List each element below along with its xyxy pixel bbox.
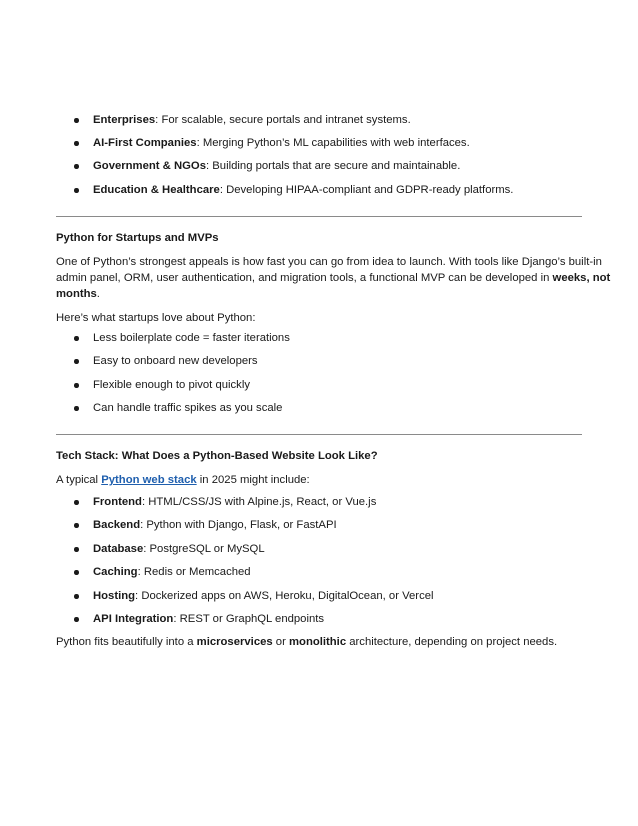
list-item-term: AI-First Companies	[93, 137, 197, 149]
bullet-icon	[74, 594, 79, 599]
list-item-term: Frontend	[93, 496, 142, 508]
closing-paragraph: Python fits beautifully into a microservices or monolithic architecture, depending on project needs.	[56, 636, 558, 648]
list-item-term: Hosting	[93, 590, 136, 602]
paragraph: Here’s what startups love about Python:	[56, 312, 256, 324]
bullet-icon	[74, 188, 79, 193]
list-item-term: Database	[93, 543, 144, 555]
bullet-icon	[74, 359, 79, 364]
list-item-term: Education & Healthcare	[93, 184, 220, 196]
horizontal-divider	[56, 216, 582, 217]
paragraph-line: months.	[56, 288, 100, 300]
bullet-icon	[74, 164, 79, 169]
bullet-icon	[74, 406, 79, 411]
list-item-desc: : Dockerized apps on AWS, Heroku, DigitalOcean, or Vercel	[135, 590, 434, 602]
bullet-icon	[74, 547, 79, 552]
paragraph: A typical Python web stack in 2025 might include:	[56, 474, 310, 486]
list-item-term: Caching	[93, 566, 138, 578]
bullet-icon	[74, 336, 79, 341]
bullet-icon	[74, 617, 79, 622]
list-item-term: Government & NGOs	[93, 160, 206, 172]
list-item-desc: : PostgreSQL or MySQL	[143, 543, 265, 555]
bullet-icon	[74, 570, 79, 575]
bullet-icon	[74, 500, 79, 505]
bullet-icon	[74, 523, 79, 528]
emphasis: monolithic	[289, 636, 347, 648]
list-item-desc: : REST or GraphQL endpoints	[173, 613, 325, 625]
paragraph-line: admin panel, ORM, user authentication, and migration tools, a functional MVP can be developed in weeks, not	[56, 272, 611, 284]
horizontal-divider	[56, 434, 582, 435]
list-item-desc: : Redis or Memcached	[137, 566, 251, 578]
emphasis: months	[56, 288, 97, 300]
paragraph-line: One of Python’s strongest appeals is how fast you can go from idea to launch. With tools like Django’s built-in	[56, 256, 602, 268]
bullet-icon	[74, 141, 79, 146]
list-item-desc: : For scalable, secure portals and intranet systems.	[155, 114, 411, 126]
python-web-stack-link[interactable]: Python web stack	[101, 474, 197, 486]
emphasis: weeks, not	[552, 272, 611, 284]
document-page: Enterprises: For scalable, secure portals and intranet systems. AI-First Companies: Merging Python’s ML capabilities with web interfaces. Government & NGOs: Building portals that are secure and maintainable. Education & Healthcare: Developing HIPAA-compliant and GDPR-ready platforms. Python for Startups and MVPs One of Python’s strongest appeals is how fast you can go from idea to launch. With tools like Django’s built-in admin panel, ORM, user authentication, and migration tools, a functional MVP can be developed in weeks, not months. Here’s what startups love about Python: Less boilerplate code = faster iterations Easy to onboard new developers Flexible enough to pivot quickly Can handle traffic spikes as you scale Tech Stack: What Does a Python-Based Website Look Like? A typical Python web stack in 2025 might include: Frontend: HTML/CSS/JS with Alpine.js, React, or Vue.js Backend: Python with Django, Flask, or FastAPI Database: PostgreSQL or MySQL Caching: Redis or Memcached Hosting: Dockerized apps on AWS, Heroku, DigitalOcean, or Vercel API Integration: REST or GraphQL endpoints Python fits beautifully into a microservices or monolithic architecture, depending on project needs.	[56, 114, 611, 648]
bullet-icon	[74, 118, 79, 123]
list-item-term: Backend	[93, 519, 141, 531]
list-item-desc: : Building portals that are secure and maintainable.	[206, 160, 461, 172]
list-item-desc: : Python with Django, Flask, or FastAPI	[140, 519, 337, 531]
section-heading: Tech Stack: What Does a Python-Based Website Look Like?	[56, 450, 378, 462]
list-item-term: API Integration	[93, 613, 174, 625]
emphasis: microservices	[196, 636, 273, 648]
list-item-desc: : HTML/CSS/JS with Alpine.js, React, or Vue.js	[141, 496, 377, 508]
list-item-desc: : Developing HIPAA-compliant and GDPR-ready platforms.	[219, 184, 514, 196]
list-item-term: Enterprises	[93, 114, 156, 126]
section-heading: Python for Startups and MVPs	[56, 232, 219, 244]
list-item-desc: : Merging Python’s ML capabilities with web interfaces.	[196, 137, 470, 149]
bullet-icon	[74, 383, 79, 388]
